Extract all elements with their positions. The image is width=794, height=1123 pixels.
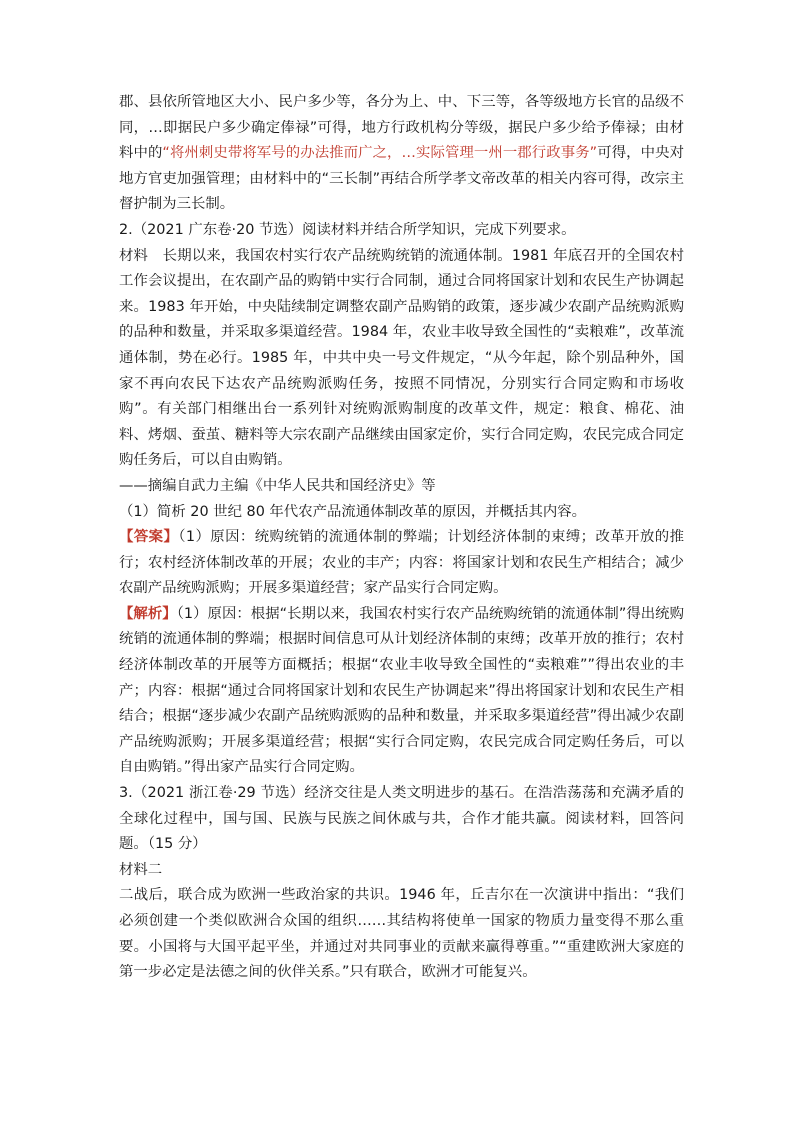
analysis-text-start: 郡、县依所管地区大小、民户多少等，各分为上、中、下三等，各等级地方长官的品级不同，…即据民户多少确定俸禄”可得，地方行政机构分等级，据民户多少给予俸禄；由材料中的 xyxy=(119,94,684,162)
question-2-header: 2.（2021 广东卷·20 节选）阅读材料并结合所学知识，完成下列要求。 xyxy=(119,221,576,238)
highlighted-quote: “将州刺史带将军号的办法推而广之，…实际管理一州一郡行政事务” xyxy=(162,145,598,162)
answer-text: （1）原因：统购统销的流通体制的弊端；计划经济体制的束缚；改革开放的推行；农村经济体制改革的开展；农业的丰产；内容：将国家计划和农民生产相结合；减少农副产品统购派购；开展多渠道经营；家产品实行合同定购。 xyxy=(119,529,684,597)
analysis-tag: 【解析】 xyxy=(119,605,177,622)
question-3-material: 二战后，联合成为欧洲一些政治家的共识。1946 年，丘吉尔在一次演讲中指出：“我们必须创建一个类似欧洲合众国的组织……其结构将使单一国家的物质力量变得不那么重要。小国将与大国平起平坐，并通过对共同事业的贡献来赢得尊重。”“重建欧洲大家庭的第一步必定是法德之间的伙伴关系。”只有联合，欧洲才可能复兴。 xyxy=(119,887,684,981)
question-2-analysis xyxy=(119,602,684,781)
previous-analysis-paragraph xyxy=(119,90,684,218)
question-2-material: 材料 长期以来，我国农村实行农产品统购统销的流通体制。1981 年底召开的全国农村工作会议提出，在农副产品的购销中实行合同制，通过合同将国家计划和农民生产协调起来。1983 年开始，中央陆续制定调整农副产品购销的政策，逐步减少农副产品统购派购的品种和数量，并采取多渠道经营。1984 年，农业丰收导致全国性的“卖粮难”，改革流通体制，势在必行。1985 年，中共中央一号文件规定，“从今年起，除个别品种外，国家不再向农民下达农产品统购派购任务，按照不同情况，分别实行合同定购和市场收购”。有关部门相继出台一系列针对统购派购制度的改革文件，规定：粮食、棉花、油料、烤烟、蚕茧、糖料等大宗农副产品继续由国家定价，实行合同定购，农民完成合同定购任务后，可以自由购销。 xyxy=(119,247,684,469)
question-3-header: 3.（2021 浙江卷·29 节选）经济交往是人类文明进步的基石。在浩浩荡荡和充满矛盾的全球化过程中，国与国、民族与民族之间休戚与共，合作才能共赢。阅读材料，回答问题。（15 分） xyxy=(119,785,684,853)
question-2-source: ——摘编自武力主编《中华人民共和国经济史》等 xyxy=(119,477,436,494)
analysis-text-end: 可得，中央对地方官吏加强管理；由材料中的“三长制”再结合所学孝文帝改革的相关内容可得，改宗主督护制为三长制。 xyxy=(119,145,684,213)
question-2-subquestion: （1）简析 20 世纪 80 年代农产品流通体制改革的原因，并概括其内容。 xyxy=(119,503,587,520)
question-2-answer xyxy=(119,525,684,602)
question-3-material-title: 材料二 xyxy=(119,861,163,878)
answer-tag: 【答案】 xyxy=(119,529,179,546)
analysis-text: （1）原因：根据“长期以来，我国农村实行农产品统购统销的流通体制”得出统购统销的流通体制的弊端；根据时间信息可从计划经济体制的束缚；改革开放的推行；农村经济体制改革的开展等方面概括；根据“农业丰收导致全国性的“卖粮难””得出农业的丰产；内容：根据“通过合同将国家计划和农民生产协调起来”得出将国家计划和农民生产相结合；根据“逐步减少农副产品统购派购的品种和数量，并采取多渠道经营”得出减少农副产品统购派购；开展多渠道经营；根据“实行合同定购，农民完成合同定购任务后，可以自由购销。”得出家产品实行合同定购。 xyxy=(119,605,684,776)
